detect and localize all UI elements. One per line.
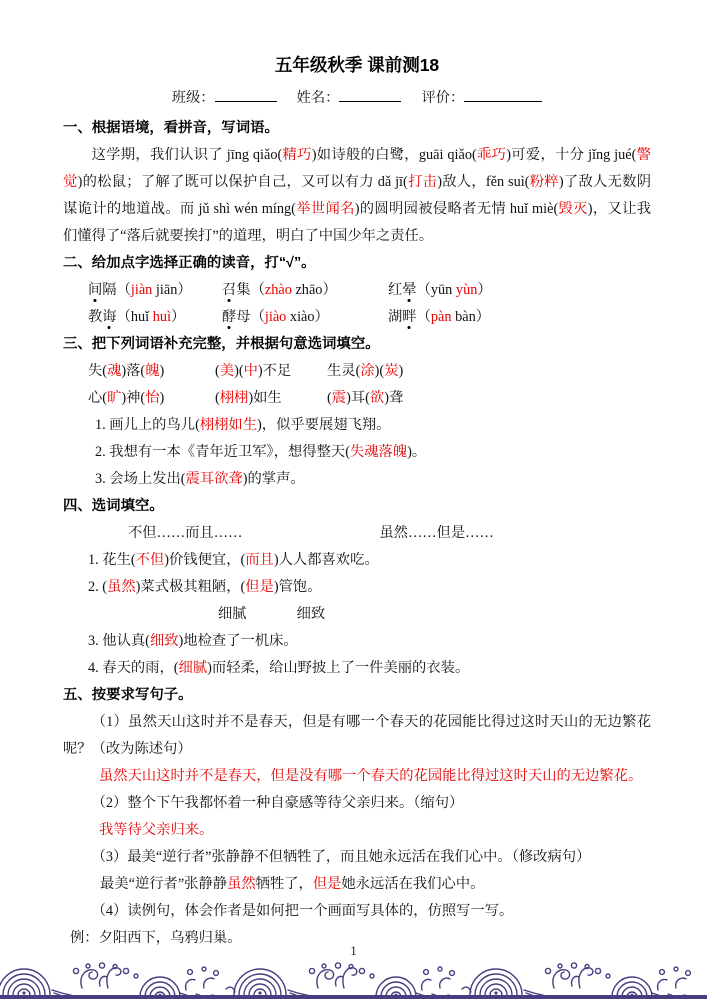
wave-border-decoration: [0, 962, 707, 999]
text-segment: 这学期，我们认识了 jīng qiǎo(: [91, 147, 283, 163]
wave-pattern-icon: [0, 962, 707, 999]
text-segment: 2. (: [88, 579, 108, 595]
text-segment: jiào: [264, 309, 287, 325]
question: [63, 844, 651, 871]
text-segment: yùn: [455, 282, 478, 298]
text-segment: 栩栩如生: [199, 417, 258, 433]
text-segment: （huǐ: [116, 309, 153, 325]
student-info-line: [63, 84, 651, 112]
text-segment: 魂: [107, 363, 122, 379]
idiom-row: [63, 358, 651, 385]
text-segment: 1. 花生(: [88, 552, 136, 568]
text-segment: （yūn: [416, 282, 456, 298]
pronunciation-item: [88, 277, 222, 304]
text-segment: (: [215, 390, 220, 406]
text-segment: )菜式极其粗陋，(: [135, 579, 246, 595]
idiom-item: [88, 385, 215, 412]
text-segment: 但是: [245, 579, 274, 595]
word-bank-option: 细致: [296, 606, 326, 622]
text-segment: 3. 会场上发出(: [95, 471, 186, 487]
fill-sentence: [63, 655, 651, 682]
page-number: 1: [350, 943, 357, 958]
pronunciation-item: [388, 304, 490, 331]
text-segment: )神(: [121, 390, 146, 406]
text-segment: huì: [152, 309, 172, 325]
text-segment: xiào）: [286, 309, 329, 325]
pronunciation-row: [63, 304, 651, 331]
question: [63, 709, 651, 763]
text-segment: 炭: [384, 363, 399, 379]
text-segment: 评价：: [421, 90, 465, 106]
pronunciation-item: [222, 277, 388, 304]
answer-text: [63, 817, 651, 844]
fill-in-blank: [215, 86, 277, 102]
section-3-heading: 三、把下列词语补充完整，并根据句意选词填空。: [63, 336, 380, 352]
text-segment: )敌人，fěn suì(: [437, 174, 530, 190]
pronunciation-item: [222, 304, 388, 331]
pronunciation-item: [388, 277, 492, 304]
text-segment: pàn: [430, 309, 452, 325]
text-segment: 我等待父亲归来。: [99, 822, 214, 838]
text-segment: 她永远活在我们心中。: [341, 876, 485, 892]
text-segment: （: [416, 309, 431, 325]
worksheet-content: [63, 50, 651, 952]
text-segment: 怡: [145, 390, 160, 406]
text-segment: 细腻: [178, 660, 208, 676]
text-segment: 2. 我想有一本《青年近卫军》，想得整天(: [95, 444, 350, 460]
text-segment: )价钱便宜，(: [164, 552, 246, 568]
text-segment: 召: [222, 282, 237, 298]
text-segment: ): [398, 363, 404, 379]
text-segment: 但是: [312, 876, 342, 892]
text-segment: )如诗般的白鹭，guāi qiǎo(: [311, 147, 477, 163]
text-segment: 震耳欲聋: [185, 471, 243, 487]
text-segment: 粉粹: [529, 174, 559, 190]
idiom-item: [215, 385, 327, 412]
text-segment: ）: [477, 282, 492, 298]
text-segment: 虽然天山这时并不是春天，但是没有哪一个春天的花园能比得过这时天山的无边繁花。: [99, 768, 643, 784]
text-segment: 隔（: [102, 282, 131, 298]
pronunciation-row: [63, 277, 651, 304]
text-segment: 警觉: [63, 147, 652, 190]
text-segment: 教: [88, 309, 103, 325]
word-bank-option: 不但……而且……: [128, 525, 243, 541]
pronunciation-item: [88, 304, 222, 331]
fill-sentence: [63, 628, 651, 655]
text-segment: )，又让我们懂得了“落后就要挨打”的道理，明白了中国少年之责任。: [63, 201, 652, 244]
text-segment: 1. 画儿上的鸟儿(: [95, 417, 200, 433]
text-segment: （4）读例句，体会作者是如何把一个画面写具体的，仿照写一写。: [91, 903, 514, 919]
text-segment: )聋: [384, 390, 404, 406]
text-segment: )不足: [257, 363, 292, 379]
text-segment: 失魂落魄: [349, 444, 408, 460]
question: [63, 898, 651, 925]
fill-sentence: [63, 412, 651, 439]
text-segment: )。: [407, 444, 427, 460]
text-segment: 栩栩: [219, 390, 249, 406]
text-segment: 举世闻名: [295, 201, 355, 217]
text-segment: )而轻柔，给山野披上了一件美丽的衣装。: [207, 660, 470, 676]
text-segment: （2）整个下午我都怀着一种自豪感等待父亲归来。（缩句）: [91, 795, 464, 811]
text-segment: 乖巧: [476, 147, 507, 163]
text-segment: 中: [243, 363, 258, 379]
word-bank-option: 虽然……但是……: [379, 525, 494, 541]
text-segment: )地检查了一机床。: [178, 633, 298, 649]
text-segment: 间: [88, 282, 103, 298]
text-segment: 酵: [222, 309, 237, 325]
text-segment: 例：夕阳西下，乌鸦归巢。: [70, 930, 242, 946]
text-segment: 诲: [102, 309, 117, 325]
text-segment: 班级：: [171, 90, 215, 106]
text-segment: zhāo）: [291, 282, 337, 298]
idiom-item: [327, 358, 403, 385]
text-segment: （3）最美“逆行者”张静静不但牺牲了，而且她永远活在我们心中。（修改病句）: [91, 849, 591, 865]
word-bank: [63, 520, 651, 547]
text-segment: )(: [234, 363, 244, 379]
answer-text: [63, 871, 651, 898]
text-segment: 虽然: [107, 579, 136, 595]
pinyin-paragraph: [63, 142, 651, 250]
text-segment: )，似乎要展翅飞翔。: [257, 417, 391, 433]
text-segment: 打击: [407, 174, 438, 190]
text-segment: 湖: [388, 309, 403, 325]
text-segment: 震: [331, 390, 347, 406]
idiom-row: [63, 385, 651, 412]
text-segment: 4. 春天的雨，(: [88, 660, 179, 676]
text-segment: (: [327, 390, 332, 406]
text-segment: 魄: [145, 363, 160, 379]
text-segment: 心(: [88, 390, 108, 406]
text-segment: )可爱，十分 jǐng jué(: [506, 147, 637, 163]
text-segment: 虽然: [227, 876, 256, 892]
text-segment: 失(: [88, 363, 108, 379]
text-segment: 不但: [135, 552, 165, 568]
text-segment: )耳(: [346, 390, 370, 406]
text-segment: )的松鼠；了解了既可以保护自己，又可以有力 dǎ jī(: [77, 174, 408, 190]
text-segment: )落(: [121, 363, 146, 379]
idiom-item: [215, 358, 327, 385]
text-segment: )人人都喜欢吃。: [273, 552, 379, 568]
idiom-item: [327, 385, 403, 412]
fill-sentence: [63, 466, 651, 493]
text-segment: )的掌声。: [242, 471, 305, 487]
section-5-heading: 五、按要求写句子。: [63, 687, 193, 703]
text-segment: 欲: [369, 390, 385, 406]
text-segment: 畔: [402, 309, 417, 325]
fill-sentence: [63, 547, 651, 574]
text-segment: jiàn: [130, 282, 153, 298]
text-segment: 毁灭: [558, 201, 588, 217]
text-segment: )管饱。: [273, 579, 322, 595]
section-2-heading: 二、给加点字选择正确的读音，打“√”。: [63, 255, 316, 271]
text-segment: (: [215, 363, 220, 379]
answer-text: [63, 763, 651, 790]
word-bank: [63, 601, 651, 628]
text-segment: 最美“逆行者”张静静: [100, 876, 228, 892]
text-segment: 细致: [149, 633, 179, 649]
text-segment: ): [159, 363, 165, 379]
fill-sentence: [63, 574, 651, 601]
text-segment: 3. 他认真(: [88, 633, 150, 649]
text-segment: （1）虽然天山这时并不是春天，但是有哪一个春天的花园能比得过这时天山的无边繁花呢？（改为陈述句）: [63, 714, 651, 757]
question: [63, 790, 651, 817]
fill-in-blank: [464, 86, 542, 102]
text-segment: 而且: [245, 552, 274, 568]
text-segment: )了敌人无数阴谋诡计的地道战。而 jǔ shì wén míng(: [63, 174, 652, 217]
text-segment: )的圆明园被侵略者无情 huǐ miè(: [354, 201, 559, 217]
word-bank-option: 细腻: [218, 606, 247, 622]
text-segment: )如生: [248, 390, 282, 406]
text-segment: 母（: [236, 309, 265, 325]
text-segment: 晕: [402, 282, 417, 298]
text-segment: 集（: [236, 282, 265, 298]
text-segment: 美: [219, 363, 235, 379]
section-4-heading: 四、选词填空。: [63, 498, 164, 514]
section-1-heading: 一、根据语境，看拼音，写词语。: [63, 120, 279, 136]
text-segment: ): [159, 390, 165, 406]
fill-in-blank: [339, 86, 401, 102]
fill-sentence: [63, 439, 651, 466]
text-segment: 牺牲了，: [255, 876, 313, 892]
text-segment: 精巧: [282, 147, 312, 163]
text-segment: zhào: [264, 282, 292, 298]
text-segment: 姓名：: [296, 90, 340, 106]
page-title: 五年级秋季 课前测18: [274, 55, 440, 75]
text-segment: 红: [388, 282, 403, 298]
text-segment: )(: [374, 363, 385, 379]
text-segment: bàn）: [451, 309, 491, 325]
idiom-item: [88, 358, 215, 385]
text-segment: ）: [171, 309, 186, 325]
text-segment: 涂: [360, 363, 375, 379]
text-segment: 生灵(: [327, 363, 361, 379]
text-segment: jiān）: [152, 282, 192, 298]
text-segment: 旷: [107, 390, 122, 406]
